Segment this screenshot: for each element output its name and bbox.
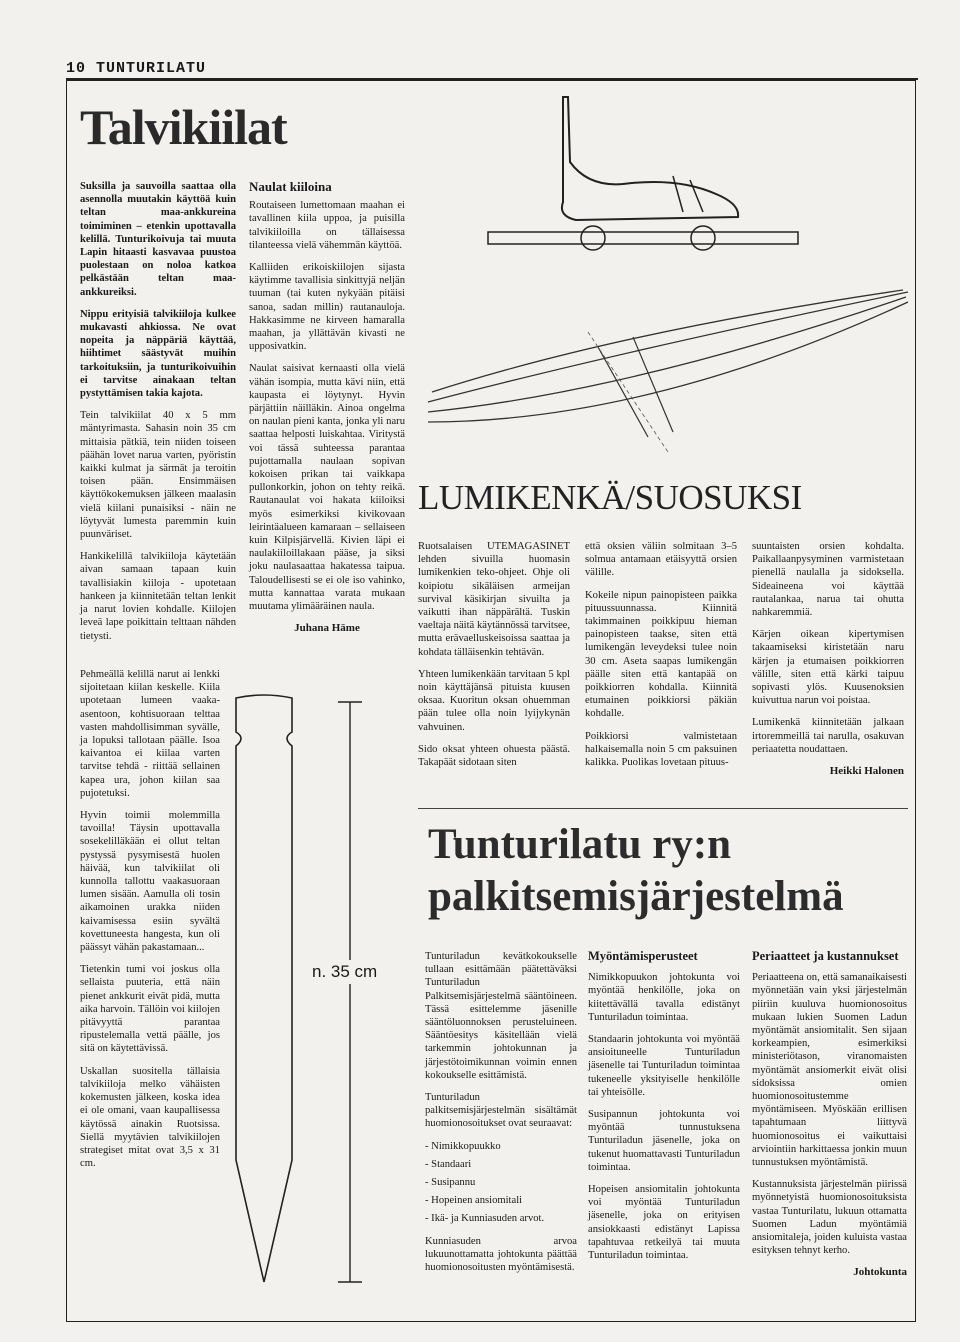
snowshoe-illustration [418,92,916,472]
body-paragraph: Standaarin johtokunta voi myöntää ansioituneelle Tunturiladun jäsenelle tai Tunturiladun toimintaa tukeneelle yksityiselle henkilölle tai yhteisölle. [588,1034,740,1098]
body-paragraph: Ruotsalaisen UTEMAGASINET lehden sivuilla huomasin lumikenkien teko-ohjeet. Ohje oli koipiotu sikäläisen armeijan survival käsikirjan sivuilta ja vaikutti ihan näppärältä. Tuskin vaeltaja näitä käytännössä tarvitsee, mutta erävaelluskeisoissa saattaa ja kohdata tälläisenkin tehtävän. [418,541,570,658]
list-item: - Susipannu [425,1177,476,1189]
body-paragraph: Sido oksat yhteen ohuesta päästä. Takapäät sidotaan siten [418,743,570,769]
body-paragraph: Periaatteena on, että samanaikaisesti myönnetään vain yksi järjestelmän piiriin kuuluva huomionosoitus mukaan lukien Suomen Ladun myöntämät ansiomitalit. Sen sijaan korkeampien, esimerkiksi ministeriötason, viranomaisten myöntämät ansiomerkit eivät olisi sidoksissa omien huomionosoitustemme myöntämiseen. Myöskään erillisen tapahtumaan liittyvä huomionosoitus ei vaikuttaisi arviointiin harkittaessa jonkin muun tunnustuksen myöntämistä. [752,972,907,1169]
award-list [425,1140,577,1226]
article3-divider [418,808,908,809]
subheading-naulat: Naulat kiilоina [249,179,332,194]
body-paragraph: Hyvin toimii molemmilla tavoilla! Täysin upottavalla sosekelilläkään ei ollut teltan pystyssä pysymisestä huolen häivää, kun talvikiilat oli kunnolla tallottu vaakasuoraan lumen sisään. Aamulla oli tosin aikamoinen urakka niiden kaivamisessa esiin syvältä kovettuneesta hangesta, kun oli päässyt vähän pakastamaan... [80,810,220,954]
list-item: - Hopeinen ansiomitali [425,1195,523,1207]
list-item: - Ikä- ja Kunniasuden arvot. [425,1213,545,1225]
body-paragraph: että oksien väliin solmitaan 3–5 solmua antamaan etäisyyttä orsien välille. [585,541,737,579]
article3-column3 [752,950,907,1280]
body-paragraph: suuntaisten orsien kohdalta. Paikallaanpysyminen varmistetaan pienellä naulalla ja sidoksella. Sideaineena voi käyttää rautalankaa, narua tai ohutta nahkaremmiä. [752,541,904,619]
body-paragraph: Tein talvikiilat 40 x 5 mm mäntyrimasta. Sahasin noin 35 cm mittaisia pätkiä, tein niiden toiseen päähän lovet narua varten, pyöristin kaikki kulmat ja särmät ja teroitin toisen pään. Ensimmäisen käyttökokemuksen jälkeen maalasin vielä kiilani punaisiksi - näin ne löytyvät lumesta paremmin kuin puunväriset. [80,410,236,541]
article2-column3 [752,540,904,778]
article2-column1 [418,540,570,778]
lead-paragraph: Nippu erityisiä talvikiiloja kulkee mukavasti ahkiossa. Ne ovat nopeita ja näppäriä käyttää, hiihtimet säästyvät muihin tarkoituksiin, ja tunturikoivuihin ei tarvitse ainakaan teltan pystyttämisen takia kajota. [80,308,236,400]
body-paragraph: Routaiseen lumettomaan maahan ei tavallinen kiila uppoa, ja puisilla talvikiiloilla on tällaisessa tilanteessa vielä vähemmän käyttöä. [249,200,405,251]
body-paragraph: Kustannuksista järjestelmän piirissä myönnetyistä huomionosoituksista vastaa Tunturilatu, lukuun ottamatta Suomen Ladun myöntämiä ansiomitaleja, joiden kuluista vastaa esityksen tehnyt kerho. [752,1179,907,1257]
body-paragraph: Hopeisen ansiomitalin johtokunta voi myöntää Tunturiladun jäsenelle, joka on erityisen ansiokkaasti edistänyt Lapissa tapahtuvaa retkeilyä tai muuta Tunturiladun toimintaa. [588,1184,740,1262]
tent-peg-illustration [226,690,416,1300]
body-paragraph: Kunniasuden arvoa lukuunottamatta johtokunta päättää huomionosoitusten myöntämisestä. [425,1235,577,1274]
article-title-lumikenka: LUMIKENKÄ/SUOSUKSI [418,478,802,517]
article-title-palkitseminen: palkitsemisjärjestelmä [428,873,844,920]
body-paragraph: Nimikkopuukon johtokunta voi myöntää henkilölle, joka on kiitettävällä tavalla edistänyt Tunturiladun toimintaa. [588,972,740,1023]
body-paragraph: Kokeile nipun painopisteen paikka pituussuunnassa. Kiinnitä takimmainen poikkipuu hieman painopisteen taakse, siten että lumikengän leveydeksi tulee noin 30 cm. Aseta saapas lumikengän päälle siten että kantapää on poikkiorren kohdalla. Kiinnitä etumainen poikkiorsi päkiän kohdalle. [585,589,737,720]
body-paragraph: Pehmeällä kelillä narut ai lenkki sijoitetaan kiilan keskelle. Kiila upotetaan lumeen vaaka-asentoon, kohtisuoraan telttaa vasten mahdollisimman syvälle, ja lopuksi tallotaan päälle. Isoa kaivantoa ei kiilaa varten tarvitse tehdä - riittää sellainen kapea ura, johon kiilan saa pujotetuksi. [80,669,220,799]
snowshoe-frame [428,290,908,422]
body-paragraph: Hankikelillä talvikiiloja käytetään aivan samaan tapaan kuin tavallisiakin kiiloja - upotetaan hankeen ja kiinnitetään teltan lenkit ja narut lovien kohdalle. Kiilojen leveä lape poikittain telttaan nähden tietysti. [80,551,236,642]
body-paragraph: Poikkiorsi valmistetaan halkaisemalla noin 5 cm paksuinen kalikka. Puolikas lovetaan pituus- [585,730,737,769]
body-paragraph: Tunturiladun palkitsemisjärjestelmän sisältämät huomionosoitukset ovat seuraavat: [425,1092,577,1130]
article-title-tunturilatu: Tunturilatu ry:n [428,821,732,868]
subheading-periaatteet: Periaatteet ja kustannukset [752,949,899,963]
body-paragraph: Lumikenkä kiinnitetään jalkaan irtoremmeillä tai narulla, osakuvan periaatetta noudattaen. [752,717,904,755]
page-header: 10 TUNTURILATU [66,60,207,77]
body-paragraph: Kärjen oikean kipertymisen takaamiseksi kiristetään naru kärjen ja etumaisen poikkiorren välille, siten että kärki taipuu sopivasti ylös. Kuusenoksien kuivuttua narun voi poistaa. [752,629,904,707]
subheading-myontamisperusteet: Myöntämisperusteet [588,949,698,963]
body-paragraph: Susipannun johtokunta voi myöntää tunnustuksena Tunturiladun jäsenelle, joka on tukenut huomattavasti Tunturiladun toimintaa. [588,1109,740,1173]
article3-column2 [588,950,740,1271]
lead-paragraph: Suksilla ja sauvoilla saattaa olla asennolla muutakin käyttöä kuin teltan maa-ankkureina toimiminen – etenkin upottavalla kelillä. Tunturikoivuja tai muuta Lapin hitaasti kasvavaa puustoa puolestaan on noloa katkoa pelkästään teltan maa-ankkureiksi. [80,181,236,298]
author-johtokunta: Johtokunta [853,1266,907,1279]
body-paragraph: Kalliiden erikoiskiilojen sijasta käytimme tavallisia sinkittyjä neljän tuuman (tai kuten nykyään pitäisi sanoa, sadan millin) rautanauloja. Hakkasimme ne kirveen hamaralla maahan, ja yllättävän kivasti ne upposivatkin. [249,262,405,353]
boot-shape [562,97,738,220]
peg-outline [236,695,292,1282]
body-paragraph: Naulat saisivat kernaasti olla vielä vähän isompia, mutta kävi niin, että kaupasta ei löytynyt. Hyvin pärjättiin näilläkin. Ainoa ongelma on naulan pieni kanta, jonka yli naru saattaa helposti luiskahtaa. Viritystä voi tässä suhteessa parantaa pujottamalla naulaan sopivan kokoisen prikan tai vaikkapa pullonkorkin, johon on tehty reikä. Rautanaulat voi hakata kiiloiksi myös esimerkiksi kivikovaan leirintäalueen kamaraan – sellaiseen kuin Kilpisjärvellä. Kivien läpi ei naulakiiloillakaan pääse, ja siksi joku naulasaattaa hakatessa taipua. Taloudellisesti se ei ole iso vahinko, mutta kannattaa varata mukaan muutama ylimääräinen naula. [249,363,405,613]
list-item: - Nimikkopuukko [425,1140,501,1152]
article1-column2 [249,180,405,636]
body-paragraph: Yhteen lumikenkään tarvitaan 5 kpl noin käyttäjänsä pituista kuusen oksaa. Kuoritun oksan ohuemman pään tulee olla noin lyijykynän vahvuinen. [418,668,570,733]
body-paragraph: Tunturiladun kevätkokoukselle tullaan esittämään päätettäväksi Tunturiladun Palkitsemisjärjestelmä sääntöineen. Tässä esittelemme jäsenille sääntöluonnoksen perusteluineen. Sääntöesitys käsitellään vielä tarkemmin johtokunnan ja järjestötoimikunnan voimin ennen kokoukselle esittämistä. [425,951,577,1081]
body-paragraph: Tietenkin tumi voi joskus olla sellaista puuteria, että näin pienet ankkurit eivät pidä, mutta aika harvoin. Tällöin voi kiilojen pitävyyttä parantaa ripustelemalla vettä päälle, jos sitä on käytettävissä. [80,964,220,1055]
dimension-label: n. 35 cm [312,960,377,984]
author-juhana: Juhana Häme [294,622,360,635]
article-title-talvikiilat: Talvikiilat [80,99,287,155]
list-item: - Standaari [425,1158,472,1170]
article1-column1 [80,180,236,652]
body-paragraph: Uskallan suositella tällaisia talvikiiloja melko vähäisten kokemusten jälkeen, koska idea ei ole omani, vaan kaupallisessa käytössä ainakin Ruotsissa. Siellä myytävien talvikiilojen strategiset mitat ovat 3,5 x 31 cm. [80,1065,220,1170]
article3-column1 [425,950,577,1283]
article1-column1-narrow [80,668,220,1179]
article2-column2 [585,540,737,778]
author-heikki: Heikki Halonen [829,765,904,778]
